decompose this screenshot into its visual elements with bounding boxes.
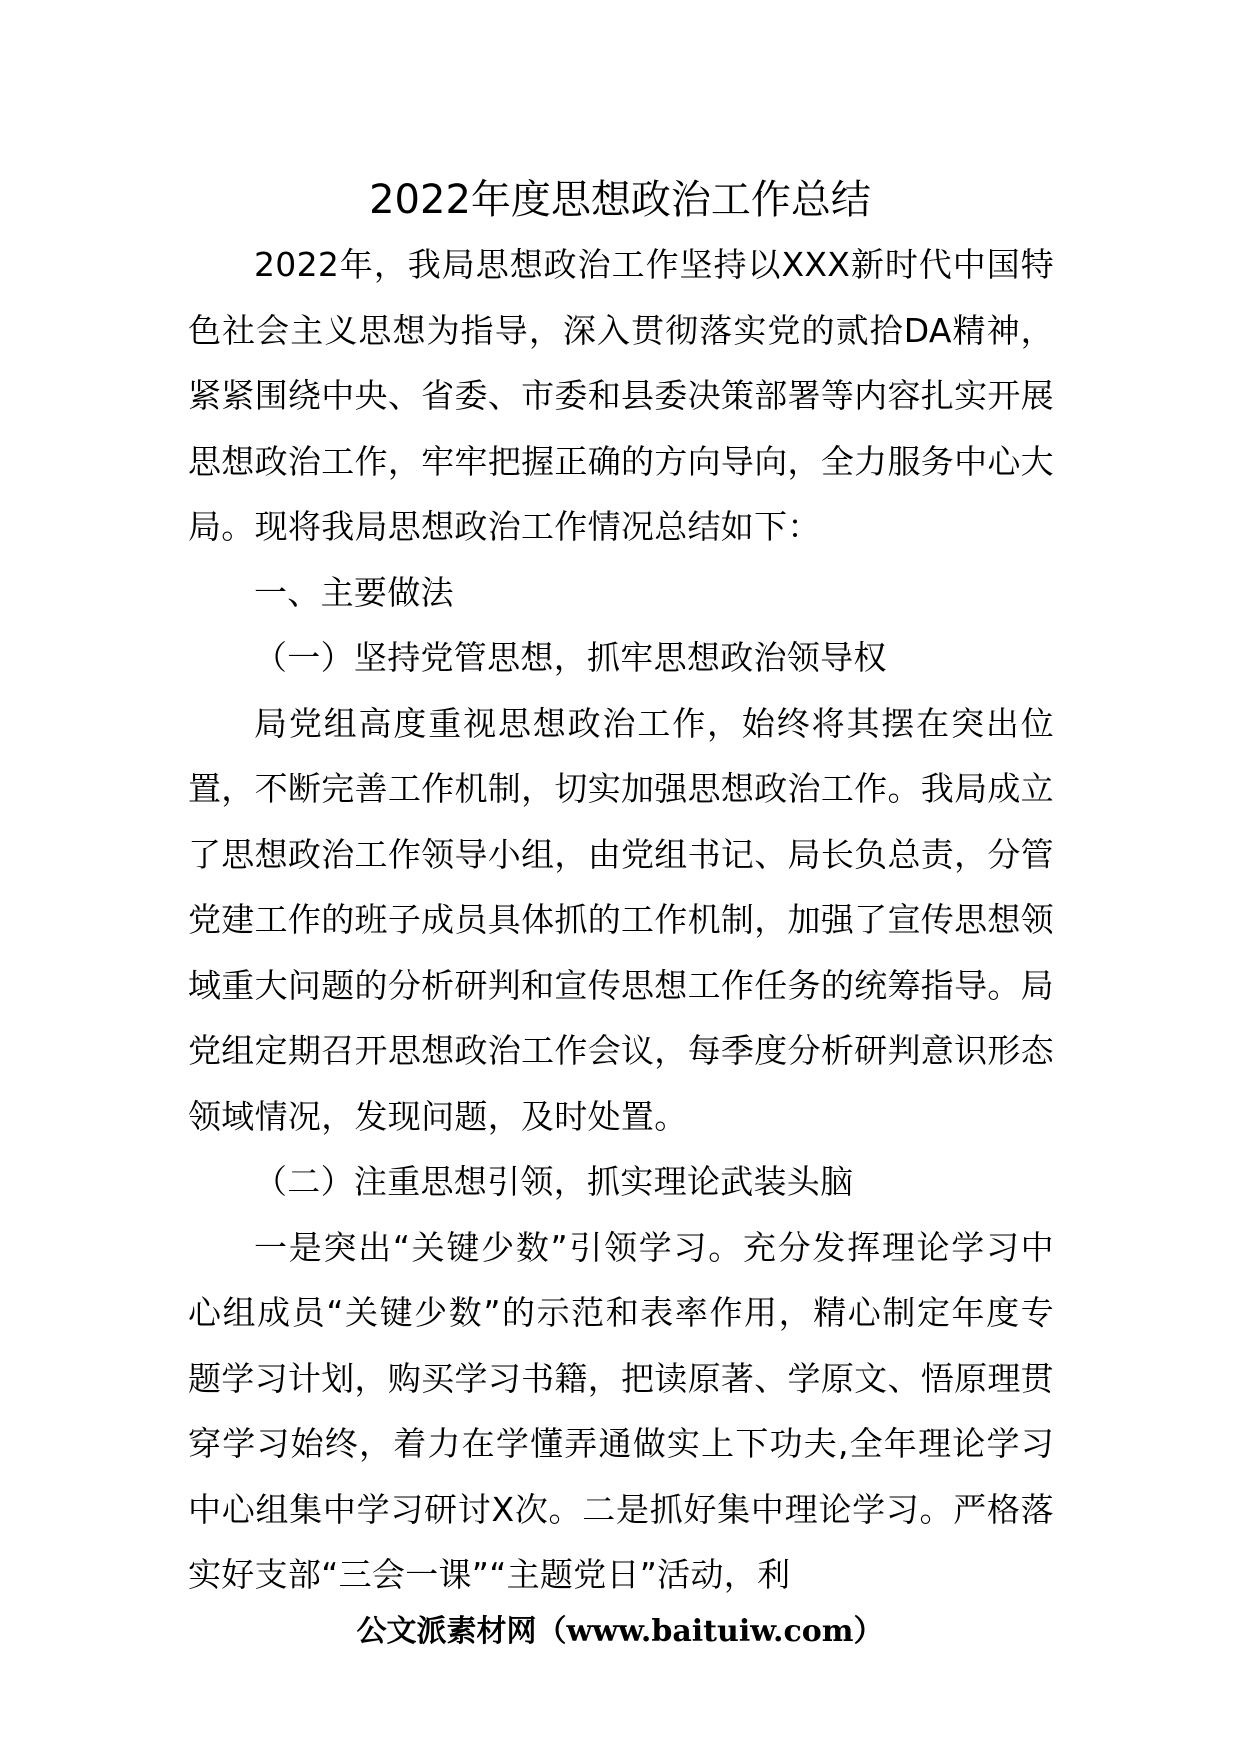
section-heading-main-practices: 一、主要做法 [254, 572, 454, 612]
paragraph-leadership: 局党组高度重视思想政治工作，始终将其摆在突出位置，不断完善工作机制，切实加强思想政治工作。我局成立了思想政治工作领导小组，由党组书记、局长负总责，分管党建工作的班子成员具体抓的工作机制，加强了宣传思想领域重大问题的分析研判和宣传思想工作任务的统筹指导。局党组定期召开思想政治工作会议，每季度分析研判意识形态领域情况，发现问题，及时处置。 [188, 703, 1054, 1136]
document-body [188, 232, 1054, 1608]
subsection-heading-2: （二）注重思想引领，抓实理论武装头脑 [254, 1162, 854, 1201]
paragraph-intro: 2022年，我局思想政治工作坚持以XXX新时代中国特色社会主义思想为指导，深入贯彻落实党的贰拾DA精神，紧紧围绕中央、省委、市委和县委决策部署等内容扎实开展思想政治工作，牢牢把握正确的方向导向，全力服务中心大局。现将我局思想政治工作情况总结如下： [188, 245, 1054, 546]
footer-watermark: 公文派素材网（www.baituiw.com） [356, 1614, 884, 1649]
paragraph-theory-study: 一是突出“关键少数”引领学习。充分发挥理论学习中心组成员“关键少数”的示范和表率作用，精心制定年度专题学习计划，购买学习书籍，把读原著、学原文、悟原理贯穿学习始终，着力在学懂弄通做实上下功夫,全年理论学习中心组集中学习研讨X次。二是抓好集中理论学习。严格落实好支部“三会一课”“主题党日”活动，利 [188, 1227, 1054, 1594]
subsection-heading-1: （一）坚持党管思想，抓牢思想政治领导权 [254, 638, 887, 677]
document-title: 2022年度思想政治工作总结 [369, 177, 871, 223]
